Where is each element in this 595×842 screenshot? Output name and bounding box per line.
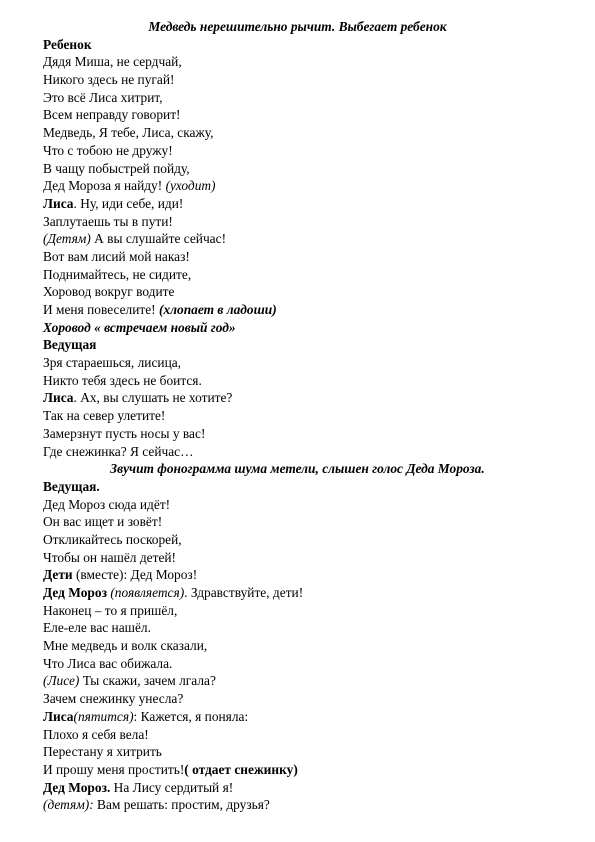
script-line bbox=[43, 301, 595, 319]
script-line bbox=[43, 319, 595, 337]
text-segment: Зря стараешься, лисица, bbox=[43, 355, 182, 371]
script-line bbox=[43, 549, 595, 567]
script-line bbox=[43, 496, 595, 514]
speaker-name: Дед Мороз bbox=[43, 585, 107, 600]
text-segment: Наконец – то я пришёл, bbox=[43, 602, 178, 618]
text-segment: Медведь, Я тебе, Лиса, скажу, bbox=[43, 125, 214, 141]
script-line bbox=[43, 531, 595, 549]
script-line bbox=[43, 213, 595, 231]
text-segment: Никого здесь не пугай! bbox=[43, 72, 175, 88]
text-segment: Где снежинка? Я сейчас… bbox=[43, 443, 194, 459]
text-segment: Он вас ищет и зовёт! bbox=[43, 514, 163, 530]
stage-direction: (Лисе) bbox=[43, 673, 80, 689]
text-segment: Что Лиса вас обижала. bbox=[43, 655, 173, 671]
text-segment: Дед Мороз сюда идёт! bbox=[43, 496, 171, 512]
text-segment: Еле-еле вас нашёл. bbox=[43, 620, 151, 636]
script-line bbox=[43, 655, 595, 673]
speaker-name: Лиса bbox=[43, 708, 74, 724]
script-line bbox=[43, 336, 595, 354]
script-line bbox=[43, 690, 595, 708]
speaker-name: Лиса bbox=[43, 390, 74, 406]
script-line bbox=[43, 637, 595, 655]
script-line bbox=[43, 619, 595, 637]
text-segment: Всем неправду говорит! bbox=[43, 107, 181, 123]
text-segment: . Ах, вы слушать не хотите? bbox=[73, 390, 233, 406]
script-line bbox=[43, 71, 595, 89]
text-segment: Это всё Лиса хитрит, bbox=[43, 89, 163, 105]
text-segment: Поднимайтесь, не сидите, bbox=[43, 266, 192, 282]
text-segment: Вам решать: простим, друзья? bbox=[93, 797, 270, 813]
text-segment: Откликайтесь поскорей, bbox=[43, 531, 182, 547]
script-line bbox=[43, 407, 595, 425]
script-line bbox=[43, 195, 595, 213]
script-line bbox=[43, 779, 595, 797]
text-segment: Что с тобою не дружу! bbox=[43, 142, 173, 158]
script-line bbox=[43, 36, 595, 54]
stage-direction: (Детям) bbox=[43, 231, 91, 247]
text-segment: Мне медведь и волк сказали, bbox=[43, 638, 208, 654]
script-line bbox=[43, 761, 595, 779]
text-segment: Никто тебя здесь не боится. bbox=[43, 372, 202, 388]
text-segment: Чтобы он нашёл детей! bbox=[43, 549, 177, 565]
script-line bbox=[43, 89, 595, 107]
speaker-name: Ведущая bbox=[43, 337, 97, 353]
script-line bbox=[43, 443, 595, 461]
text-segment: В чащу побыстрей пойду, bbox=[43, 160, 190, 176]
script-line bbox=[43, 354, 595, 372]
script-line bbox=[43, 142, 595, 160]
speaker-name: ( отдает снежинку) bbox=[184, 761, 298, 777]
speaker-name: Дети bbox=[43, 567, 73, 583]
text-segment: Замерзнут пусть носы у вас! bbox=[43, 425, 206, 441]
text-segment: Вот вам лисий мой наказ! bbox=[43, 248, 190, 264]
script-line bbox=[43, 513, 595, 531]
text-segment: А вы слушайте сейчас! bbox=[90, 231, 227, 247]
text-segment: Дядя Миша, не сердчай, bbox=[43, 54, 182, 70]
text-segment: . Здравствуйте, дети! bbox=[184, 585, 304, 600]
script-line bbox=[43, 584, 595, 602]
script-line bbox=[43, 124, 595, 142]
text-segment: (вместе): Дед Мороз! bbox=[72, 567, 198, 583]
script-line bbox=[43, 53, 595, 71]
speaker-name: Ведущая. bbox=[43, 478, 100, 494]
script-line bbox=[43, 602, 595, 620]
text-segment: Заплутаешь ты в пути! bbox=[43, 213, 173, 229]
script-line bbox=[43, 743, 595, 761]
script-line bbox=[43, 283, 595, 301]
script-line bbox=[43, 726, 595, 744]
speaker-name: Дед Мороз. bbox=[43, 779, 111, 795]
text-segment: И прошу меня простить! bbox=[43, 761, 185, 777]
speaker-name: Ребенок bbox=[43, 36, 92, 52]
script-line bbox=[43, 425, 595, 443]
text-segment: : Кажется, я поняла: bbox=[133, 708, 249, 724]
text-segment: На Лису сердитый я! bbox=[110, 779, 234, 795]
script-line bbox=[43, 372, 595, 390]
text-segment: Хоровод вокруг водите bbox=[43, 284, 175, 300]
script-line bbox=[43, 248, 595, 266]
text-segment: Зачем снежинку унесла? bbox=[43, 691, 184, 707]
text-segment: . Ну, иди себе, иди! bbox=[73, 195, 184, 211]
stage-direction: (хлопает в ладоши) bbox=[159, 302, 277, 317]
script-line bbox=[43, 106, 595, 124]
text-segment: Дед Мороза я найду! bbox=[43, 178, 166, 194]
text-segment: И меня повеселите! bbox=[43, 302, 159, 317]
stage-direction-line bbox=[0, 18, 595, 36]
script-line bbox=[43, 796, 595, 814]
stage-direction: Медведь нерешительно рычит. Выбегает ребенок bbox=[148, 19, 447, 34]
text-segment: Плохо я себя вела! bbox=[43, 726, 149, 742]
script-line bbox=[43, 160, 595, 178]
script-line bbox=[43, 177, 595, 195]
script-line bbox=[43, 478, 595, 496]
text-segment: Перестану я хитрить bbox=[43, 744, 162, 760]
script-page bbox=[0, 18, 595, 814]
script-line bbox=[43, 266, 595, 284]
stage-direction-line bbox=[0, 460, 595, 478]
stage-direction: (детям): bbox=[43, 797, 94, 813]
script-line bbox=[43, 708, 595, 726]
script-line bbox=[43, 672, 595, 690]
text-segment: Так на север улетите! bbox=[43, 408, 166, 424]
text-segment: Ты скажи, зачем лгала? bbox=[79, 673, 216, 689]
stage-direction: Хоровод « встречаем новый год» bbox=[43, 319, 236, 335]
script-line bbox=[43, 566, 595, 584]
stage-direction: Звучит фонограмма шума метели, слышен голос Деда Мороза. bbox=[110, 461, 485, 477]
script-line bbox=[43, 389, 595, 407]
stage-direction: (появляется) bbox=[110, 585, 185, 600]
script-line bbox=[43, 230, 595, 248]
speaker-name: Лиса bbox=[43, 195, 74, 211]
stage-direction: (пятится) bbox=[73, 708, 134, 724]
stage-direction: (уходит) bbox=[165, 178, 216, 194]
